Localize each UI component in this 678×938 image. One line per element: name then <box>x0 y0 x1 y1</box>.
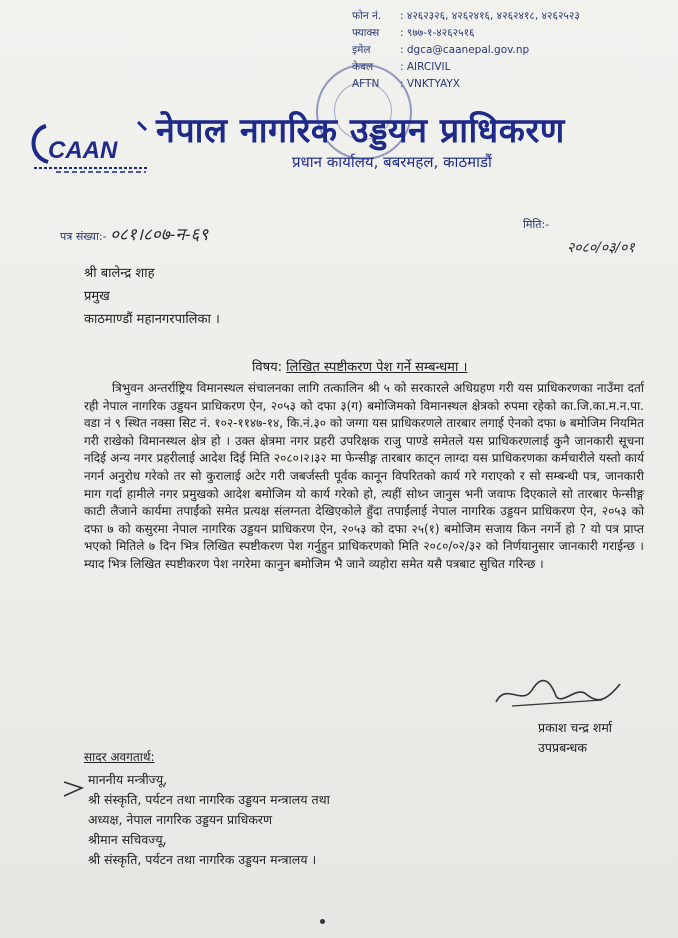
caan-logo-icon <box>26 112 152 176</box>
signer-block <box>538 718 612 758</box>
addressee-name: श्री बालेन्द्र शाह <box>84 266 155 281</box>
contact-aftn: AFTN : VNKTYAYX <box>352 78 460 90</box>
contact-cable: केबल : AIRCIVIL <box>352 61 451 73</box>
cc-list <box>88 770 330 870</box>
cc-item: श्री संस्कृति, पर्यटन तथा नागरिक उड्डयन मन्त्रालय तथा <box>88 792 330 807</box>
logo-text: CAAN <box>48 137 118 164</box>
handwritten-signature <box>492 676 624 712</box>
ref-value: ०८१।८०७-न-६९ <box>110 225 209 245</box>
letter-date <box>523 217 635 257</box>
contact-email: इमेल : dgca@caanepal.gov.np <box>352 44 530 56</box>
addressee-office: काठमाण्डौं महानगरपालिका । <box>84 312 220 327</box>
subject-text: लिखित स्पष्टीकरण पेश गर्ने सम्बन्धमा । <box>286 360 468 375</box>
signer-designation: उपप्रबन्धक <box>538 740 587 755</box>
contact-phone: फोन नं. : ४२६२३२६, ४२६२४१६, ४२६२४१८, ४२६२५२३ <box>352 10 580 22</box>
reference-number <box>60 222 208 245</box>
ink-dot <box>320 919 325 924</box>
cc-item: माननीय मन्त्रीज्यू, <box>88 772 168 787</box>
subject-line <box>252 357 467 375</box>
cc-item: अध्यक्ष, नेपाल नागरिक उड्डयन प्राधिकरण <box>88 812 273 827</box>
cc-title: सादर अवगतार्थ: <box>84 750 155 764</box>
cc-item: श्री संस्कृति, पर्यटन तथा नागरिक उड्डयन मन्त्रालय । <box>88 852 317 867</box>
cc-item: श्रीमान सचिवज्यू, <box>88 832 167 847</box>
letter-body: त्रिभुवन अन्तर्राष्ट्रिय विमानस्थल संचालनका लागि तत्कालिन श्री ५ को सरकारले अधिग्रहण गरी यस प्राधिकरणका नाउँमा दर्ता रही नेपाल नागरिक उड्डयन प्राधिकरण ऐन, २०५३ को दफा ३(ग) बमोजिमको विमानस्थल क्षेत्रको रुपमा रहेको का.जि.का.म.न.पा. वडा नं ९ स्थित नक्सा सिट नं. १०२-११४७-१४, कि.नं.३० को जग्गा यस प्राधिकरणले तारबार लगाई ऐनको दफा ७ बमोजिम नियमित गरी राखेको विमानस्थल क्षेत्र हो । उक्त क्षेत्रमा नगर प्रहरी उपरिक्षक राजु पाण्डे समेतले यस प्राधिकरणलाई कुनै जानकारी सूचना नदिई अन्य नगर प्रहरीलाई आदेश दिई मिति २०८०।२।३२ मा फेन्सीङ्ग तारबार काट्न लाग्दा यस प्राधिकरणका कर्मचारीले यस्तो कार्य नगर्न अनुरोध गरेको तर सो कुरालाई अटेर गरी जबर्जस्ती पूर्वक कानून विपरितको कार्य गरे गराएको र सो सम्बन्धी पत्र, जानकारी माग गर्दा हामीले नगर प्रमुखको आदेश बमोजिम यो कार्य गरेको हो, त्यहीं सोध्न जानुस भनी जवाफ दिएकाले सो तारबार फेन्सीङ्ग काटी लैजाने कार्यमा तपाईंको समेत प्रत्यक्ष संलग्नता देखिएकोले हुँदा तपाईंलाई नेपाल नागरिक उड्डयन प्राधिकरण ऐन, २०५३ को दफा ७ को कसुरमा नेपाल नागरिक उड्डयन प्राधिकरण ऐन, २०५३ को दफा २५(१) बमोजिम सजाय किन नगर्ने हो ? यो पत्र प्राप्त भएको मितिले ७ दिन भित्र लिखित स्पष्टीकरण पेश गर्नुहुन प्राधिकरणको मिति २०८०/०२/३२ को निर्णयानुसार जानकारी गराईन्छ । म्याद भित्र लिखित स्पष्टीकरण पेश नगरेमा कानुन बमोजिम भै जाने व्यहोरा समेत यसै पत्रबाट सुचित गरिन्छ । <box>84 381 644 571</box>
organization-name: नेपाल नागरिक उड्डयन प्राधिकरण <box>156 111 565 151</box>
organization-office: प्रधान कार्यालय, बबरमहल, काठमाडौं <box>292 153 492 171</box>
date-label: मिति:- <box>523 218 550 231</box>
subject-label: विषय: <box>252 360 283 375</box>
signer-name: प्रकाश चन्द्र शर्मा <box>538 720 613 735</box>
ref-label: पत्र संख्या:- <box>60 230 107 243</box>
contact-fax: फ्याक्स : ९७७-१-४२६२५१६ <box>352 27 475 39</box>
addressee-title: प्रमुख <box>84 289 110 304</box>
date-value: २०८०/०३/०१ <box>567 240 635 256</box>
handwritten-arrow-icon <box>60 776 90 800</box>
addressee-block <box>84 262 220 331</box>
